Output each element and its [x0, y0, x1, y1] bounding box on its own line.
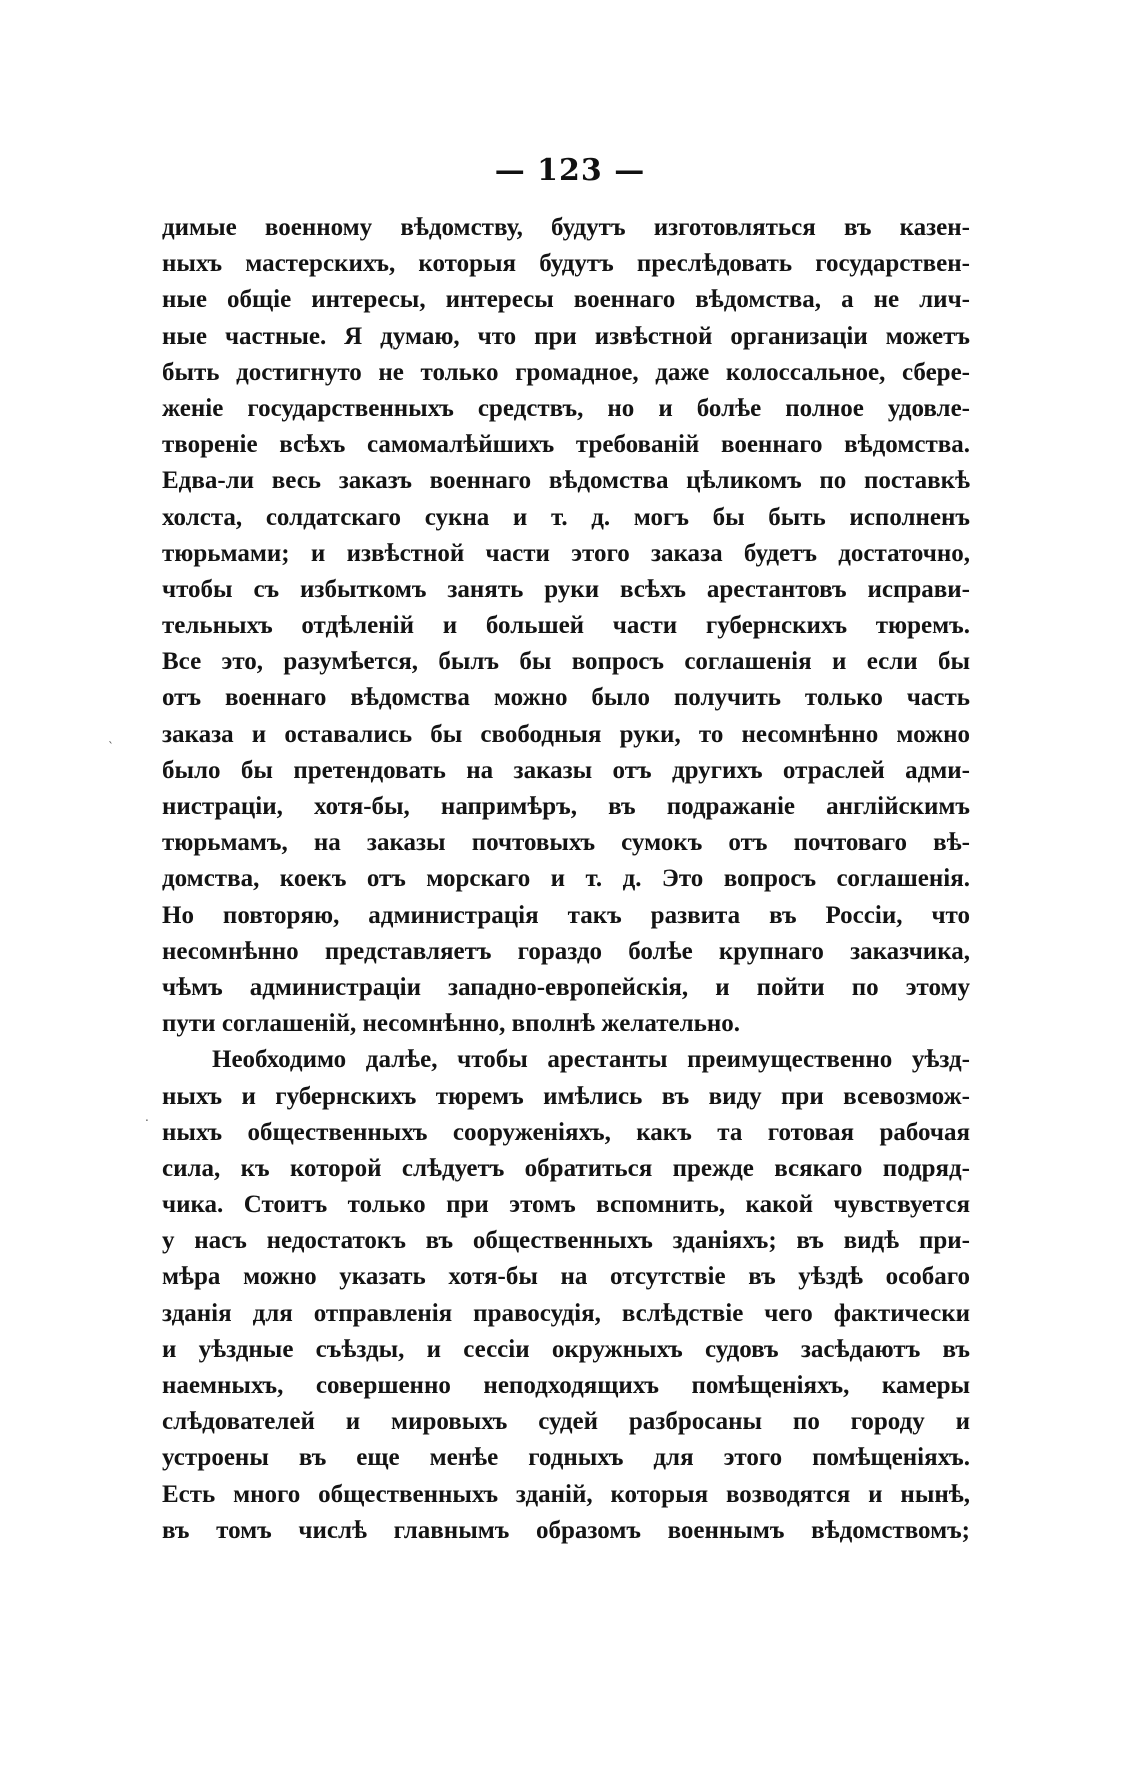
text-line: тельныхъ отдѣленій и большей части губернскихъ тюремъ. [162, 612, 970, 640]
text-line: у насъ недостатокъ въ общественныхъ зданіяхъ; въ видѣ при- [162, 1227, 970, 1255]
text-line: ныхъ мастерскихъ, которыя будутъ преслѣдовать государствен- [162, 250, 970, 278]
text-line: Есть много общественныхъ зданій, которыя возводятся и нынѣ, [162, 1480, 970, 1508]
text-line: домства, коекъ отъ морскаго и т. д. Это вопросъ соглашенія. [162, 865, 970, 893]
text-line: заказа и оставались бы свободныя руки, то несомнѣнно можно [162, 720, 970, 748]
text-line: сила, къ которой слѣдуетъ обратиться прежде всякаго подряд- [162, 1154, 970, 1182]
margin-mark: ` [108, 740, 114, 754]
page-number: — 123 — [494, 153, 646, 188]
text-line: чѣмъ администраціи западно-европейскія, и пойти по этому [162, 973, 970, 1001]
paragraph-2 [162, 1042, 970, 1549]
text-line: женіе государственныхъ средствъ, но и болѣе полное удовле- [162, 394, 970, 422]
text-line: ные частные. Я думаю, что при извѣстной организаціи можетъ [162, 322, 970, 350]
text-line: чтобы съ избыткомъ занять руки всѣхъ арестантовъ исправи- [162, 575, 970, 603]
text-line: димые военному вѣдомству, будутъ изготовляться въ казен- [162, 214, 970, 241]
text-line: быть достигнуто не только громадное, даже колоссальное, сбере- [162, 358, 970, 386]
text-line: холста, солдатскаго сукна и т. д. могъ бы быть исполненъ [162, 503, 970, 531]
text-line: твореніе всѣхъ самомалѣйшихъ требованій военнаго вѣдомства. [162, 431, 970, 459]
text-line: несомнѣнно представляетъ гораздо болѣе крупнаго заказчика, [162, 937, 970, 965]
paragraph-1 [162, 210, 970, 1042]
text-line: было бы претендовать на заказы отъ другихъ отраслей адми- [162, 756, 970, 784]
text-line: Едва-ли весь заказъ военнаго вѣдомства цѣликомъ по поставкѣ [162, 467, 970, 495]
text-line: Необходимо далѣе, чтобы арестанты преимущественно уѣзд- [212, 1046, 970, 1074]
text-line: слѣдователей и мировыхъ судей разбросаны по городу и [162, 1408, 970, 1436]
text-line: зданія для отправленія правосудія, вслѣдствіе чего фактически [162, 1299, 970, 1327]
margin-mark: . [145, 1110, 149, 1124]
text-line: Все это, разумѣется, былъ бы вопросъ соглашенія и если бы [162, 648, 970, 676]
text-line: нистраціи, хотя-бы, напримѣръ, въ подражаніе англійскимъ [162, 793, 970, 820]
text-line: ныхъ общественныхъ сооруженіяхъ, какъ та готовая рабочая [162, 1118, 970, 1146]
text-line: тюрьмами; и извѣстной части этого заказа будетъ достаточно, [162, 539, 970, 567]
text-line: отъ военнаго вѣдомства можно было получить только часть [162, 684, 970, 712]
text-line: устроены въ еще менѣе годныхъ для этого помѣщеніяхъ. [162, 1444, 970, 1472]
text-line: мѣра можно указать хотя-бы на отсутствіе въ уѣздѣ особаго [162, 1263, 970, 1291]
text-line: ныхъ и губернскихъ тюремъ имѣлись въ виду при всевозмож- [162, 1082, 970, 1110]
body-text [162, 210, 970, 1549]
text-line: пути соглашеній, несомнѣнно, вполнѣ желательно. [162, 1010, 740, 1038]
text-line: чика. Стоитъ только при этомъ вспомнить, какой чувствуется [162, 1191, 970, 1219]
text-line: тюрьмамъ, на заказы почтовыхъ сумокъ отъ почтоваго вѣ- [162, 829, 970, 857]
text-line: и уѣздные съѣзды, и сессіи окружныхъ судовъ засѣдаютъ въ [162, 1335, 970, 1363]
text-line: въ томъ числѣ главнымъ образомъ военнымъ вѣдомствомъ; [162, 1516, 970, 1544]
text-line: наемныхъ, совершенно неподходящихъ помѣщеніяхъ, камеры [162, 1372, 970, 1399]
text-line: ные общіе интересы, интересы военнаго вѣдомства, а не лич- [162, 286, 970, 314]
text-line: Но повторяю, администрація такъ развита въ Россіи, что [162, 901, 970, 929]
